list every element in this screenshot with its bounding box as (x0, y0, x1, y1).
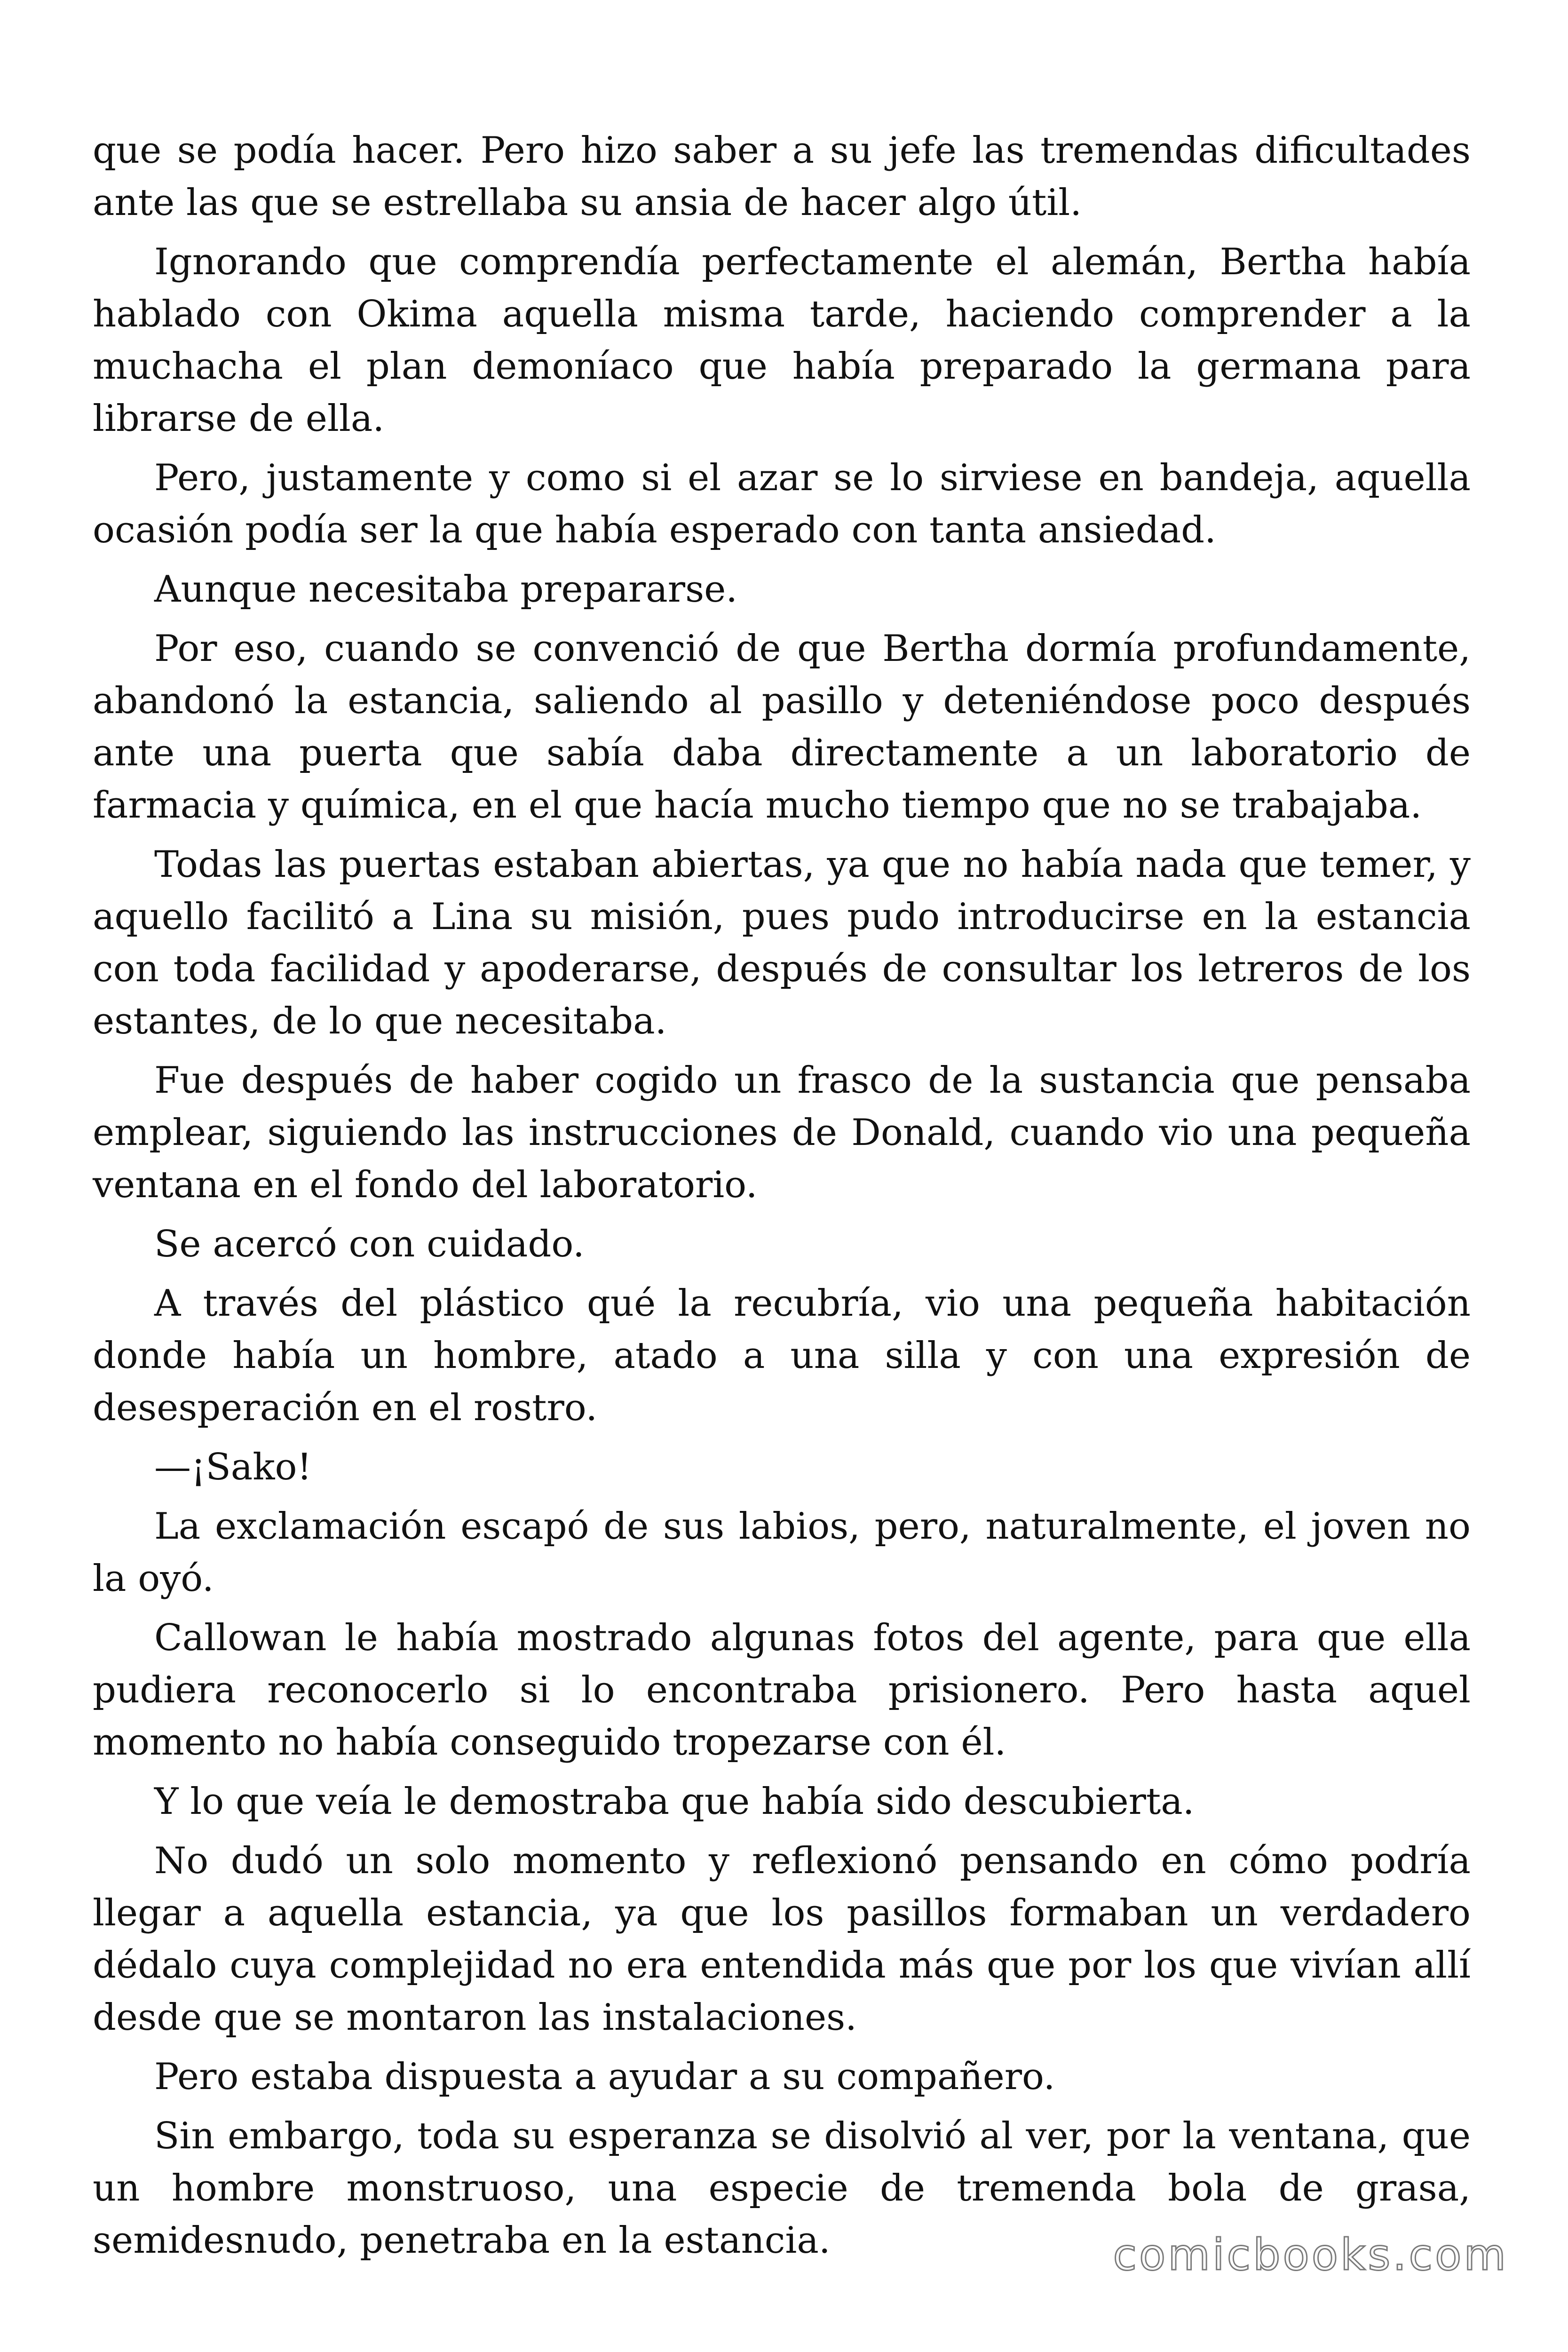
paragraph: Sin embargo, toda su esperanza se disolvió al ver, por la ventana, que un hombre monstruoso, una especie de tremenda bola de grasa, semidesnudo, penetraba en la estancia. (93, 2115, 1471, 2262)
paragraph: —¡Sako! (154, 1446, 312, 1488)
watermark: comicbooks.com (1113, 2230, 1508, 2280)
paragraph: Pero, justamente y como si el azar se lo sirviese en bandeja, aquella ocasión podía ser la que había esperado con tanta ansiedad. (93, 457, 1471, 551)
paragraph: Todas las puertas estaban abiertas, ya que no había nada que temer, y aquello facilitó a Lina su misión, pues pudo introducirse en la estancia con toda facilidad y apoderarse, después de consultar los letreros de los estantes, de lo que necesitaba. (93, 843, 1471, 1042)
paragraph: Pero estaba dispuesta a ayudar a su compañero. (154, 2056, 1055, 2098)
paragraph: No dudó un solo momento y reflexionó pensando en cómo podría llegar a aquella estancia, ya que los pasillos formaban un verdadero dédalo cuya complejidad no era entendida más que por los que vivían allí desde que se montaron las instalaciones. (93, 1840, 1471, 2039)
paragraph: Por eso, cuando se convenció de que Bertha dormía profundamente, abandonó la estancia, saliendo al pasillo y deteniéndose poco después ante una puerta que sabía daba directamente a un laboratorio de farmacia y química, en el que hacía mucho tiempo que no se trabajaba. (93, 628, 1471, 826)
page-body-text (93, 125, 1471, 2274)
paragraph: Aunque necesitaba prepararse. (154, 568, 738, 611)
paragraph: que se podía hacer. Pero hizo saber a su jefe las tremendas dificultades ante las que se estrellaba su ansia de hacer algo útil. (93, 129, 1471, 224)
paragraph: Y lo que veía le demostraba que había sido descubierta. (154, 1780, 1195, 1823)
paragraph: Callowan le había mostrado algunas fotos del agente, para que ella pudiera reconocerlo si lo encontraba prisionero. Pero hasta aquel momento no había conseguido tropezarse con él. (93, 1617, 1471, 1764)
paragraph: La exclamación escapó de sus labios, pero, naturalmente, el joven no la oyó. (93, 1505, 1471, 1600)
paragraph: Se acercó con cuidado. (154, 1223, 585, 1265)
paragraph: Fue después de haber cogido un frasco de la sustancia que pensaba emplear, siguiendo las instrucciones de Donald, cuando vio una pequeña ventana en el fondo del laboratorio. (93, 1059, 1471, 1206)
paragraph: Ignorando que comprendía perfectamente el alemán, Bertha había hablado con Okima aquella misma tarde, haciendo comprender a la muchacha el plan demoníaco que había preparado la germana para librarse de ella. (93, 241, 1471, 440)
paragraph: A través del plástico qué la recubría, vio una pequeña habitación donde había un hombre, atado a una silla y con una expresión de desesperación en el rostro. (93, 1282, 1471, 1429)
